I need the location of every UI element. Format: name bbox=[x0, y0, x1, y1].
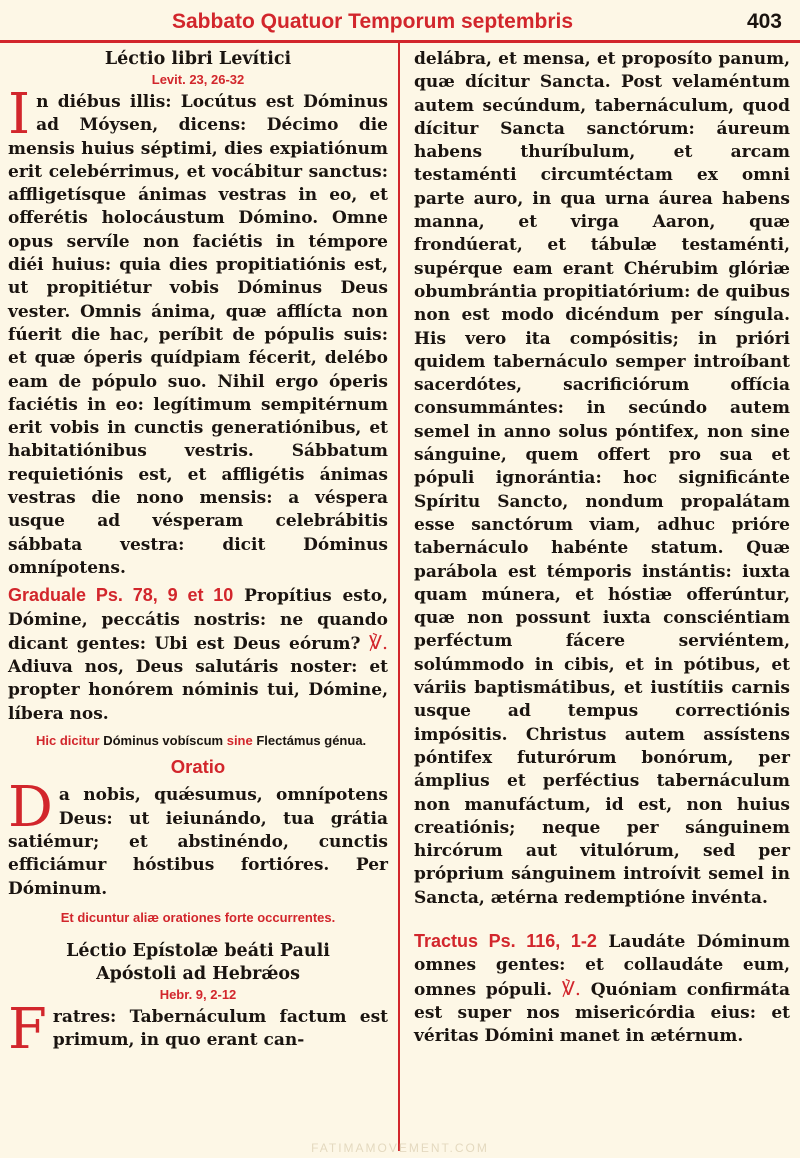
oratio-dropcap: D bbox=[8, 775, 53, 841]
left-column bbox=[8, 48, 388, 1062]
lectio-text: n diébus illis: Locútus est Dóminus ad Móysen, dicens: Décimo die mensis huius séptimi, dies expiatiónum erit celebérrimus, et vocábitur sanctus: affligetísque ánimas vestras in eo, et offerétis holocáustum Dómino. Omne opus servíle non faciétis in témpore diéi huius: quia dies propitiatiónis est, ut propitiétur vobis Dóminus Deus vester. Omnis ánima, quæ afflícta non fúerit die hac, períbit de pópulis suis: et quæ óperis quídpiam fécerit, delébo eam de pópulo suo. Nihil ergo óperis faciétis in eo: legítimum sempitérnum erit vobis in cunctis generatiónibus, et habitatiónibus vestris. Sábbatum requietiónis est, et affligétis ánimas vestras die nono mensis: a véspera usque ad vésperam celebrábitis sábbata vestra: dicit Dóminus omnípotens. bbox=[8, 92, 388, 578]
graduale-text-2: Adiuva nos, Deus salutáris noster: et propter honórem nóminis tui, Dómine, líbera nos. bbox=[8, 657, 388, 724]
spacer bbox=[414, 910, 790, 930]
page-header bbox=[0, 0, 800, 40]
rubric-black-1: Dóminus vobíscum bbox=[99, 733, 227, 749]
oratio-text-block bbox=[8, 775, 388, 900]
epistola-title-1: Léctio Epístolæ beáti Pauli bbox=[66, 940, 330, 961]
versicle-icon: ℣. bbox=[561, 977, 581, 1000]
watermark: FATIMAMOVEMENT.COM bbox=[311, 1141, 489, 1155]
tractus-text-2: Quóniam confirmáta est super nos misericórdia eius: et véritas Dómini manet in ætérnum. bbox=[414, 979, 791, 1047]
epistola-dropcap: F bbox=[8, 996, 47, 1062]
versicle-icon: ℣. bbox=[368, 631, 388, 654]
column-divider bbox=[398, 43, 400, 1151]
graduale-label: Graduale Ps. 78, 9 et 10 bbox=[8, 585, 234, 606]
rubric-red-1: Hic dicitur bbox=[36, 733, 100, 749]
header-rule bbox=[0, 40, 800, 43]
rubric-red-2: sine bbox=[226, 733, 253, 749]
rubric-orationes: Et dicuntur aliæ orationes forte occurrentes. bbox=[60, 909, 336, 925]
tractus-label: Tractus Ps. 116, 1-2 bbox=[414, 930, 597, 951]
tractus-block bbox=[414, 930, 790, 1048]
lectio-title: Léctio libri Levítici bbox=[104, 49, 292, 69]
rubric-dominus-vobiscum bbox=[36, 732, 388, 749]
rubric-black-2: Flectámus génua. bbox=[252, 733, 367, 749]
oratio-title: Oratio bbox=[170, 756, 226, 778]
lectio-text-block bbox=[8, 82, 388, 580]
right-column bbox=[414, 48, 790, 1048]
epistola-continuation: delábra, et mensa, et proposíto panum, quæ dícitur Sancta. Post velaméntum autem secúndum, tabernáculum, quod dícitur Sancta sanctórum: áureum habens thuríbulum, et arcam testaménti circumtéctam ex omni parte auro, in qua urna áurea habens manna, et virga Aaron, quæ frondúerat, et tábulæ testaménti, supérque eam erant Chérubim glóriæ obumbrántia propitiatórium: de quibus non est modo dicéndum per síngula. His vero ita compósitis; in prióri quidem tabernáculo semper introíbant sacerdótes, sacrificiórum offícia consummántes: in secúndo autem semel in anno solus póntifex, non sine sánguine, quem offert pro sua et pópuli ignorántia: hoc significánte Spíritu Sancto, nondum propalátam esse sanctórum viam, adhuc prióre tabernáculo habénte statum. Quæ parábola est témporis instántis: iuxta quam múnera, et hóstiæ offerúntur, quæ non possunt iuxta consciéntiam perféctum fácere serviéntem, solúmmodo in cibis, et in pótibus, et váriis baptismátibus, et iustítiis carnis usque ad tempus correctiónis impósitis. Christus autem assístens póntifex futurórum bonórum, per ámplius et perféctius tabernáculum non manufáctum, id est, non huius creatiónis; neque per sánguinem hircórum aut vitulórum, sed per próprium sánguinem introívit semel in Sancta, ætérna redemptióne invénta. bbox=[414, 49, 790, 908]
graduale-text-1: Propítius esto, Dómine, peccátis nostris: ne quando dicant gentes: Ubi est Deus eórum? bbox=[8, 586, 388, 654]
oratio-text: a nobis, quǽsumus, omnípotens Deus: ut ieiunándo, tua grátia satiémur; et abstinéndo, cunctis efficiámur hóstibus fortióres. Per Dóminum. bbox=[8, 785, 388, 899]
graduale-block bbox=[8, 584, 388, 726]
lectio-reference: Levit. 23, 26-32 bbox=[151, 72, 245, 87]
epistola-title-2: Apóstoli ad Hebrǽos bbox=[96, 963, 300, 984]
running-title: Sabbato Quatuor Temporum septembris bbox=[172, 10, 573, 33]
page-number: 403 bbox=[746, 10, 782, 33]
epistola-text: ratres: Tabernáculum factum est primum, in quo erant can- bbox=[52, 1006, 388, 1051]
lectio-dropcap: I bbox=[8, 82, 31, 147]
epistola-text-block bbox=[8, 996, 388, 1062]
tractus-text-1: Laudáte Dóminum omnes gentes: et collaudáte eum, omnes pópuli. bbox=[414, 931, 790, 1000]
epistola-reference: Hebr. 9, 2-12 bbox=[159, 986, 237, 1002]
